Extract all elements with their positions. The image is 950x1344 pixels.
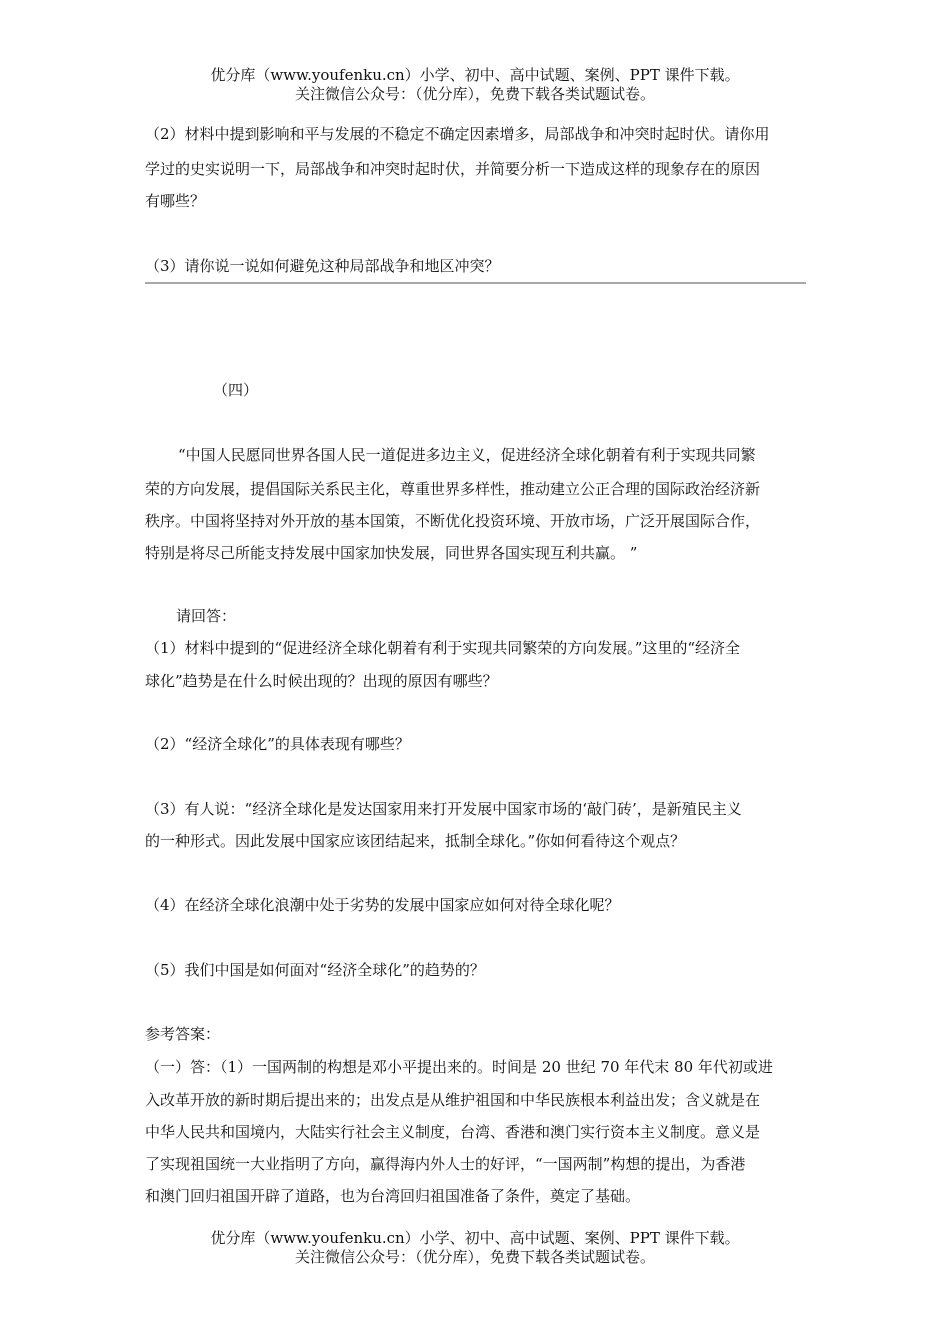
- s4-q1-line-1: （1）材料中提到的“促进经济全球化朝着有利于实现共同繁荣的方向发展。”这里的“经济全: [145, 639, 741, 657]
- header-line-2: 关注微信公众号：（优分库），免费下载各类试题试卷。: [294, 85, 655, 103]
- s3-q2-line-1: （2）材料中提到影响和平与发展的不稳定不确定因素增多，局部战争和冲突时起时伏。请你用: [145, 125, 770, 143]
- footer-line-2: 关注微信公众号：（优分库），免费下载各类试题试卷。: [294, 1248, 655, 1266]
- s4-q2: （2）“经济全球化”的具体表现有哪些？: [145, 735, 410, 753]
- answer-line-1: （一）答：（1）一国两制的构想是邓小平提出来的。时间是 20 世纪 70 年代末 80 年代初或进: [145, 1058, 773, 1076]
- s4-quote-line-3: 秩序。中国将坚持对外开放的基本国策，不断优化投资环境、开放市场，广泛开展国际合作，: [145, 512, 761, 530]
- answer-line-3: 中华人民共和国境内，大陆实行社会主义制度，台湾、香港和澳门实行资本主义制度。意义是: [145, 1123, 761, 1141]
- s4-q3-line-2: 的一种形式。因此发展中国家应该团结起来，抵制全球化。”你如何看待这个观点？: [145, 832, 686, 850]
- s4-q3-line-1: （3）有人说：“经济全球化是发达国家用来打开发展中国家市场的‘敲门砖’，是新殖民主义: [145, 800, 742, 818]
- s4-q5: （5）我们中国是如何面对“经济全球化”的趋势的？: [145, 961, 485, 979]
- s4-quote-line-2: 荣的方向发展，提倡国际关系民主化，尊重世界多样性，推动建立公正合理的国际政治经济新: [145, 480, 761, 498]
- answer-line-2: 入改革开放的新时期后提出来的；出发点是从维护祖国和中华民族根本利益出发；含义就是在: [145, 1091, 761, 1109]
- header-line-1: 优分库（www.youfenku.cn）小学、初中、高中试题、案例、PPT 课件下载。: [210, 66, 740, 84]
- divider-rule: [145, 282, 806, 284]
- s3-q3: （3）请你说一说如何避免这种局部战争和地区冲突？: [145, 257, 500, 275]
- answer-line-4: 了实现祖国统一大业指明了方向，赢得海内外人士的好评，“一国两制”构想的提出，为香港: [145, 1155, 746, 1173]
- s4-q1-line-2: 球化”趋势是在什么时候出现的？出现的原因有哪些？: [145, 672, 498, 690]
- footer-line-1: 优分库（www.youfenku.cn）小学、初中、高中试题、案例、PPT 课件下载。: [210, 1229, 740, 1247]
- s4-q4: （4）在经济全球化浪潮中处于劣势的发展中国家应如何对待全球化呢？: [145, 896, 620, 914]
- answer-line-5: 和澳门回归祖国开辟了道路，也为台湾回归祖国准备了条件，奠定了基础。: [145, 1187, 641, 1205]
- s3-q2-line-3: 有哪些？: [145, 192, 206, 210]
- s4-quote-line-4: 特别是将尽己所能支持发展中国家加快发展，同世界各国实现互利共赢。 ”: [145, 544, 638, 562]
- s4-quote-line-1: “中国人民愿同世界各国人民一道促进多边主义，促进经济全球化朝着有利于实现共同繁: [178, 446, 756, 464]
- s3-q2-line-2: 学过的史实说明一下，局部战争和冲突时起时伏，并简要分析一下造成这样的现象存在的原因: [145, 160, 761, 178]
- s4-prompt: 请回答：: [176, 607, 237, 625]
- answers-title: 参考答案：: [145, 1025, 221, 1043]
- section4-heading: （四）: [213, 381, 259, 399]
